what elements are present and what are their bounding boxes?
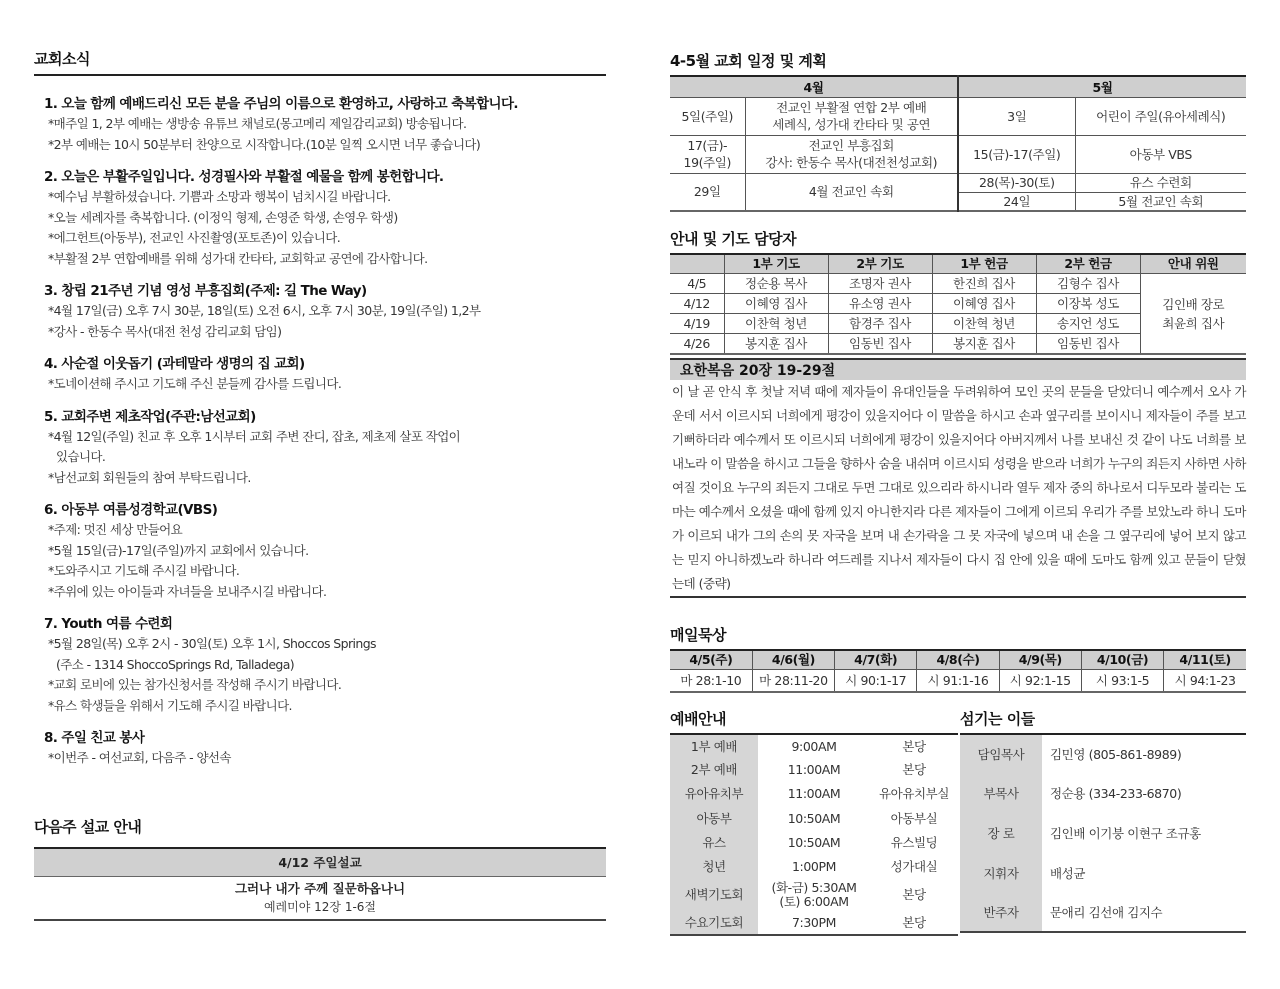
duty-title: 안내 및 기도 담당자 bbox=[670, 230, 797, 248]
duty-date: 4/26 bbox=[670, 334, 724, 355]
may-header: 5월 bbox=[958, 76, 1246, 97]
daily-day: 4/5(주) bbox=[670, 650, 752, 670]
worship-time-line: (토) 6:00AM bbox=[779, 894, 849, 910]
duty-cell: 유소영 권사 bbox=[828, 294, 932, 314]
daily-day: 4/10(금) bbox=[1081, 650, 1163, 670]
news-item bbox=[34, 281, 606, 342]
server-row bbox=[960, 774, 1246, 814]
news-items bbox=[34, 94, 606, 769]
news-item-line: *2부 예배는 10시 50분부터 찬양으로 시작합니다.(10분 일찍 오시면 너무 좋습니다) bbox=[48, 136, 481, 152]
news-item-heading: 6. 아동부 여름성경학교(VBS) bbox=[44, 502, 218, 518]
april-event-line: 세례식, 성가대 칸타타 및 공연 bbox=[772, 117, 931, 132]
worship-guide-section bbox=[670, 708, 958, 936]
april-event bbox=[745, 97, 958, 135]
church-news-section bbox=[34, 48, 606, 781]
schedule-table bbox=[670, 75, 1246, 212]
server-role: 지휘자 bbox=[960, 853, 1042, 893]
worship-name: 수요기도회 bbox=[670, 911, 758, 935]
worship-place: 성가대실 bbox=[890, 859, 938, 875]
worship-time: 10:50AM bbox=[787, 834, 841, 850]
worship-name: 아동부 bbox=[670, 807, 758, 831]
worship-row bbox=[670, 807, 958, 831]
duty-header: 1부 기도 bbox=[724, 254, 828, 274]
duty-cell: 이장복 성도 bbox=[1036, 294, 1140, 314]
news-item-line: *4월 12일(주일) 친교 후 오후 1시부터 교회 주변 잔디, 잡초, 제초제 살포 작업이 bbox=[48, 428, 461, 444]
news-item-line: *남선교회 회원들의 참여 부탁드립니다. bbox=[48, 469, 251, 485]
may-date: 3일 bbox=[958, 97, 1075, 135]
worship-row bbox=[670, 782, 958, 806]
news-item-line: *교회 로비에 있는 참가신청서를 작성해 주시기 바랍니다. bbox=[48, 677, 342, 692]
duty-section bbox=[670, 228, 1246, 355]
daily-day: 4/8(수) bbox=[917, 650, 999, 670]
worship-row bbox=[670, 855, 958, 879]
news-item-line: *5월 15일(금)-17일(주일)까지 교회에서 있습니다. bbox=[48, 542, 309, 558]
duty-header: 2부 기도 bbox=[828, 254, 932, 274]
server-row bbox=[960, 892, 1246, 932]
worship-time-line: (화-금) 5:30AM bbox=[771, 880, 857, 896]
news-item-line: *에그헌트(아동부), 전교인 사진촬영(포토존)이 있습니다. bbox=[48, 230, 341, 245]
schedule-section bbox=[670, 50, 1246, 212]
worship-name: 새벽기도회 bbox=[670, 879, 758, 911]
news-item-line: *오늘 세례자를 축복합니다. (이정익 형제, 손영준 학생, 손영우 학생) bbox=[48, 209, 398, 225]
news-item-heading: 5. 교회주변 제초작업(주관:남선교회) bbox=[44, 408, 256, 425]
news-item bbox=[34, 728, 606, 769]
news-item-line: *이번주 - 여선교회, 다음주 - 양선속 bbox=[48, 750, 231, 765]
scripture-title: 요한복음 20장 19-29절 bbox=[670, 358, 1246, 380]
news-item bbox=[34, 407, 606, 489]
daily-reading: 시 92:1-15 bbox=[999, 670, 1081, 693]
daily-day: 4/9(목) bbox=[999, 650, 1081, 670]
servers-table bbox=[960, 733, 1246, 933]
worship-time: 11:00AM bbox=[787, 786, 841, 802]
daily-reading: 마 28:11-20 bbox=[752, 670, 834, 693]
server-row bbox=[960, 734, 1246, 774]
april-date: 5일(주일) bbox=[670, 97, 745, 135]
worship-row bbox=[670, 758, 958, 782]
news-item-line: (주소 - 1314 ShoccoSprings Rd, Talladega) bbox=[56, 656, 295, 672]
worship-place: 본당 bbox=[902, 914, 926, 930]
ushers-cell bbox=[1140, 274, 1246, 355]
worship-time: 10:50AM bbox=[787, 810, 841, 826]
usher-name: 김인배 장로 bbox=[1162, 296, 1225, 312]
april-date-line: 19(주일) bbox=[683, 155, 731, 170]
news-item bbox=[34, 614, 606, 716]
daily-day: 4/7(화) bbox=[835, 650, 917, 670]
server-names: 김인배 이기붕 이현구 조규홍 bbox=[1050, 825, 1201, 841]
daily-reading: 시 90:1-17 bbox=[835, 670, 917, 693]
worship-name: 유스 bbox=[670, 831, 758, 855]
scripture-section bbox=[670, 358, 1246, 598]
worship-name: 2부 예배 bbox=[670, 758, 758, 782]
news-item-line: *주제: 멋진 세상 만들어요 bbox=[48, 522, 183, 537]
worship-time: 1:00PM bbox=[792, 859, 836, 875]
worship-place: 본당 bbox=[902, 738, 926, 754]
worship-place: 유스빌딩 bbox=[890, 834, 938, 850]
schedule-title: 4-5월 교회 일정 및 계획 bbox=[670, 52, 827, 70]
worship-guide-title: 예배안내 bbox=[670, 710, 726, 728]
worship-time bbox=[758, 879, 870, 911]
worship-name: 청년 bbox=[670, 855, 758, 879]
server-role: 부목사 bbox=[960, 774, 1042, 814]
duty-cell: 조명자 권사 bbox=[828, 274, 932, 294]
daily-reading: 시 94:1-23 bbox=[1164, 670, 1246, 693]
worship-name: 1부 예배 bbox=[670, 734, 758, 758]
worship-row bbox=[670, 911, 958, 935]
duty-header bbox=[670, 254, 724, 274]
server-row bbox=[960, 813, 1246, 853]
news-item-line: *매주일 1, 2부 예배는 생방송 유튜브 채널로(몽고메리 제일감리교회) 방송됩니다. bbox=[48, 116, 467, 131]
usher-name: 최윤희 집사 bbox=[1162, 315, 1225, 331]
next-sermon-title: 다음주 설교 안내 bbox=[34, 818, 142, 836]
news-item-line: *부활절 2부 연합예배를 위해 성가대 칸타타, 교회학교 공연에 감사합니다. bbox=[48, 250, 428, 266]
server-role: 담임목사 bbox=[960, 734, 1042, 774]
april-date: 29일 bbox=[670, 173, 745, 211]
worship-row bbox=[670, 734, 958, 758]
duty-cell: 송지언 성도 bbox=[1036, 314, 1140, 334]
news-item-line: *도와주시고 기도해 주시길 바랍니다. bbox=[48, 563, 240, 578]
duty-cell: 임동빈 집사 bbox=[828, 334, 932, 355]
news-item bbox=[34, 500, 606, 602]
may-date: 15(금)-17(주일) bbox=[958, 135, 1075, 173]
duty-cell: 이혜영 집사 bbox=[724, 294, 828, 314]
news-item-heading: 1. 오늘 함께 예배드리신 모든 분을 주님의 이름으로 환영하고, 사랑하고 축복합니다. bbox=[44, 96, 518, 112]
duty-cell: 임동빈 집사 bbox=[1036, 334, 1140, 355]
duty-cell: 이찬혁 청년 bbox=[724, 314, 828, 334]
worship-place: 본당 bbox=[902, 887, 926, 903]
news-item-line: 있습니다. bbox=[56, 449, 106, 464]
worship-place: 아동부실 bbox=[890, 810, 938, 826]
may-event: 아동부 VBS bbox=[1075, 135, 1246, 173]
duty-header: 1부 헌금 bbox=[932, 254, 1036, 274]
worship-guide-table bbox=[670, 733, 958, 936]
worship-row bbox=[670, 879, 958, 911]
news-item-heading: 7. Youth 여름 수련회 bbox=[44, 616, 173, 632]
worship-place: 유아유치부실 bbox=[878, 786, 950, 802]
sermon-reference: 예레미야 12장 1-6절 bbox=[263, 900, 377, 914]
may-event: 어린이 주일(유아세례식) bbox=[1075, 97, 1246, 135]
news-item-line: *강사 - 한동수 목사(대전 천성 감리교회 담임) bbox=[48, 323, 282, 339]
news-item-line: *주위에 있는 아이들과 자녀들을 보내주시길 바랍니다. bbox=[48, 583, 327, 599]
news-item-line: *5월 28일(목) 오후 2시 - 30일(토) 오후 1시, Shoccos Springs bbox=[48, 636, 376, 651]
duty-cell: 이혜영 집사 bbox=[932, 294, 1036, 314]
duty-header: 안내 위원 bbox=[1140, 254, 1246, 274]
sermon-date-header: 4/12 주일설교 bbox=[34, 849, 606, 877]
worship-time: 9:00AM bbox=[791, 738, 837, 754]
april-event bbox=[745, 135, 958, 173]
server-names: 정순용 (334-233-6870) bbox=[1050, 786, 1182, 802]
april-date bbox=[670, 135, 745, 173]
april-date-line: 17(금)- bbox=[687, 138, 728, 153]
duty-cell: 봉지훈 집사 bbox=[724, 334, 828, 355]
duty-cell: 함경주 집사 bbox=[828, 314, 932, 334]
servers-section bbox=[960, 708, 1246, 933]
april-event-line: 전교인 부활절 연합 2부 예배 bbox=[776, 100, 927, 115]
sermon-title: 그러나 내가 주께 질문하옵나니 bbox=[234, 881, 406, 896]
duty-date: 4/12 bbox=[670, 294, 724, 314]
daily-reading: 시 93:1-5 bbox=[1081, 670, 1163, 693]
server-role: 장 로 bbox=[960, 813, 1042, 853]
worship-time: 7:30PM bbox=[792, 914, 836, 930]
may-event: 유스 수련회 bbox=[1075, 173, 1246, 192]
church-news-title: 교회소식 bbox=[34, 48, 606, 76]
worship-name: 유아유치부 bbox=[670, 782, 758, 806]
servers-title: 섬기는 이들 bbox=[960, 710, 1035, 728]
next-sermon-section bbox=[34, 816, 606, 921]
daily-reading: 마 28:1-10 bbox=[680, 673, 742, 688]
server-names: 문애리 김선애 김지수 bbox=[1050, 904, 1163, 920]
server-names: 배성균 bbox=[1050, 865, 1086, 881]
news-item bbox=[34, 167, 606, 269]
duty-date: 4/19 bbox=[670, 314, 724, 334]
may-date: 28(목)-30(토) bbox=[958, 173, 1075, 192]
server-row bbox=[960, 853, 1246, 893]
server-role: 반주자 bbox=[960, 892, 1042, 932]
duty-row bbox=[670, 274, 1246, 294]
may-event: 5월 전교인 속회 bbox=[1075, 192, 1246, 211]
news-item-line: *4월 17일(금) 오후 7시 30분, 18일(토) 오전 6시, 오후 7시 30분, 19일(주일) 1,2부 bbox=[48, 303, 481, 318]
duty-cell: 김형수 집사 bbox=[1036, 274, 1140, 294]
worship-place: 본당 bbox=[902, 762, 926, 778]
april-event-line: 강사: 한동수 목사(대전천성교회) bbox=[765, 155, 938, 170]
news-item-heading: 8. 주일 친교 봉사 bbox=[44, 730, 145, 746]
news-item-line: *유스 학생들을 위해서 기도해 주시길 바랍니다. bbox=[48, 697, 292, 713]
april-event: 4월 전교인 속회 bbox=[745, 173, 958, 211]
worship-row bbox=[670, 831, 958, 855]
april-header: 4월 bbox=[670, 76, 958, 97]
daily-day: 4/11(토) bbox=[1164, 650, 1246, 670]
daily-day: 4/6(월) bbox=[752, 650, 834, 670]
news-item-heading: 4. 사순절 이웃돕기 (과테말라 생명의 집 교회) bbox=[44, 356, 305, 372]
daily-meditation-table bbox=[670, 649, 1246, 693]
server-names: 김민영 (805-861-8989) bbox=[1050, 747, 1182, 763]
daily-meditation-title: 매일묵상 bbox=[670, 626, 726, 644]
daily-meditation-section bbox=[670, 624, 1246, 693]
duty-cell: 이찬혁 청년 bbox=[932, 314, 1036, 334]
duty-cell: 봉지훈 집사 bbox=[932, 334, 1036, 355]
news-item bbox=[34, 354, 606, 395]
news-item-line: *도네이션해 주시고 기도해 주신 분들께 감사를 드립니다. bbox=[48, 376, 342, 391]
duty-cell: 정순용 목사 bbox=[724, 274, 828, 294]
news-item bbox=[34, 94, 606, 155]
daily-reading: 시 91:1-16 bbox=[917, 670, 999, 693]
duty-table bbox=[670, 253, 1246, 355]
duty-header: 2부 헌금 bbox=[1036, 254, 1140, 274]
news-item-line: *예수님 부활하셨습니다. 기쁨과 소망과 행복이 넘치시길 바랍니다. bbox=[48, 189, 391, 204]
duty-cell: 한진희 집사 bbox=[932, 274, 1036, 294]
april-event-line: 전교인 부흥집회 bbox=[808, 138, 894, 153]
news-item-heading: 3. 창립 21주년 기념 영성 부흥집회(주제: 길 The Way) bbox=[44, 283, 367, 299]
worship-time: 11:00AM bbox=[787, 762, 841, 778]
may-date: 24일 bbox=[958, 192, 1075, 211]
sermon-box bbox=[34, 847, 606, 921]
scripture-text: 이 날 곧 안식 후 첫날 저녁 때에 제자들이 유대인들을 두려워하여 모인 곳의 문들을 닫았더니 예수께서 오사 가운데 서서 이르시되 너희에게 평강이 있을지어다 이 말씀을 하시고 손과 옆구리를 보이시니 제자들이 주를 보고 기뻐하더라 예수께서 또 이르시되 너희에게 평강이 있을지어다 아버지께서 나를 보내신 것 같이 나도 너희를 보내노라 이 말씀을 하시고 그들을 향하사 숨을 내쉬며 이르시되 성령을 받으라 너희가 누구의 죄든지 사하면 사하여질 것이요 누구의 죄든지 그대로 두면 그대로 있으리라 하시니라 열두 제자 중의 하나로서 디두모라 불리는 도마는 예수께서 오셨을 때에 함께 있지 아니한지라 다른 제자들이 그에게 이르되 우리가 주를 보았노라 하니 도마가 이르되 내가 그의 손의 못 자국을 보며 내 손가락을 그 못 자국에 넣으며 내 손을 그 옆구리에 넣어 보지 않고는 믿지 아니하겠노라 하니라 여드레를 지나서 제자들이 다시 집 안에 있을 때에 도마도 함께 있고 문들이 닫혔는데 (중략) bbox=[670, 380, 1246, 598]
news-item-heading: 2. 오늘은 부활주일입니다. 성경필사와 부활절 예물을 함께 봉헌합니다. bbox=[44, 169, 444, 185]
duty-date: 4/5 bbox=[670, 274, 724, 294]
